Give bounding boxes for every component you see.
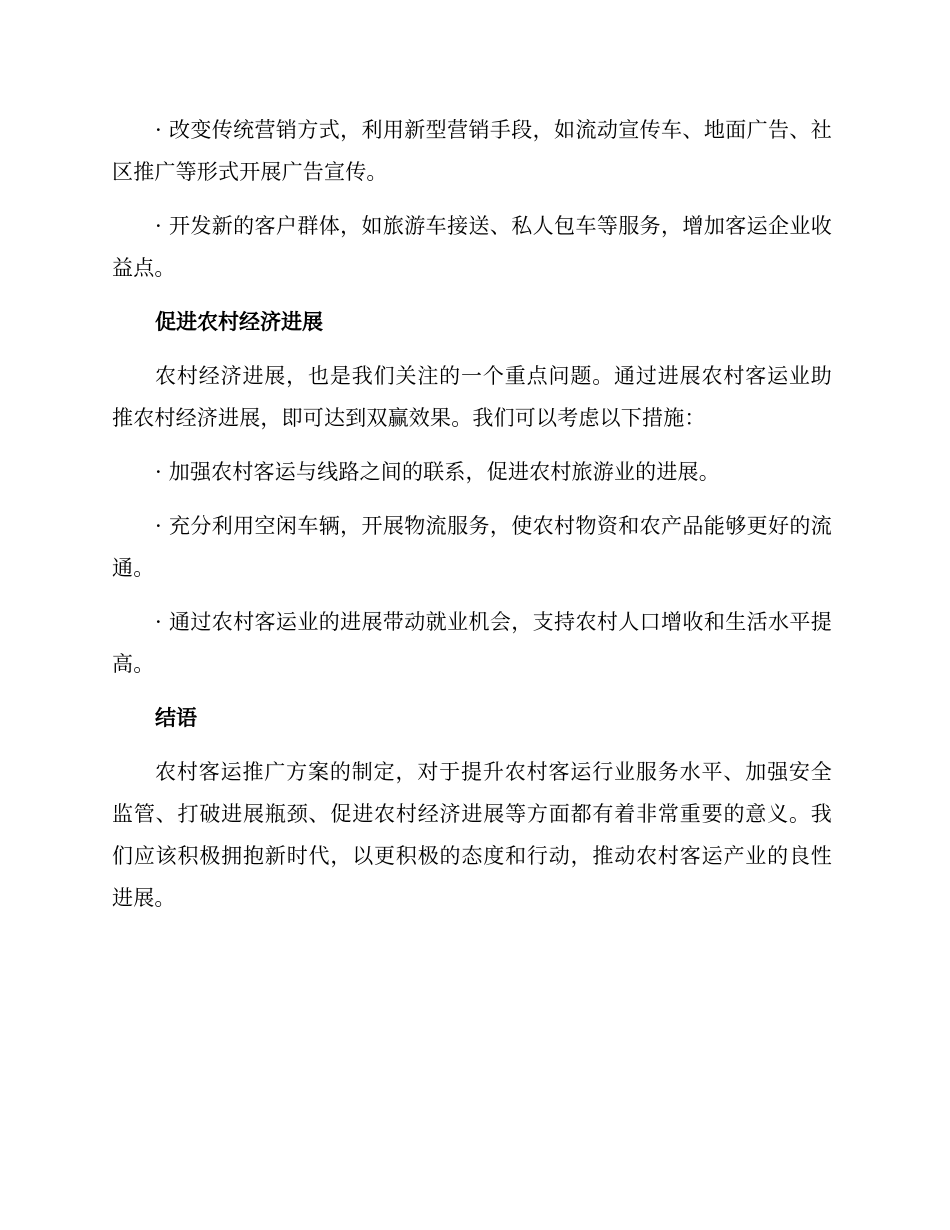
document-body bbox=[112, 109, 832, 919]
section-heading-rural-economy: 促进农村经济进展 bbox=[155, 310, 323, 334]
bullet-logistics-service: · 充分利用空闲车辆，开展物流服务，使农村物资和农产品能够更好的流通。 bbox=[112, 514, 832, 580]
bullet-marketing-methods: · 改变传统营销方式，利用新型营销手段，如流动宣传车、地面广告、社区推广等形式开展广告宣传。 bbox=[112, 118, 832, 184]
bullet-new-customer-groups: · 开发新的客户群体，如旅游车接送、私人包车等服务，增加客运企业收益点。 bbox=[112, 214, 832, 280]
paragraph-conclusion: 农村客运推广方案的制定，对于提升农村客运行业服务水平、加强安全监管、打破进展瓶颈、促进农村经济进展等方面都有着非常重要的意义。我们应该积极拥抱新时代，以更积极的态度和行动，推动农村客运产业的良性进展。 bbox=[112, 760, 832, 910]
paragraph-rural-economy-intro: 农村经济进展，也是我们关注的一个重点问题。通过进展农村客运业助推农村经济进展，即可达到双赢效果。我们可以考虑以下措施： bbox=[112, 364, 832, 430]
section-heading-conclusion: 结语 bbox=[155, 706, 197, 730]
bullet-employment: · 通过农村客运业的进展带动就业机会，支持农村人口增收和生活水平提高。 bbox=[112, 610, 832, 676]
bullet-tourism-link: · 加强农村客运与线路之间的联系，促进农村旅游业的进展。 bbox=[155, 460, 720, 484]
